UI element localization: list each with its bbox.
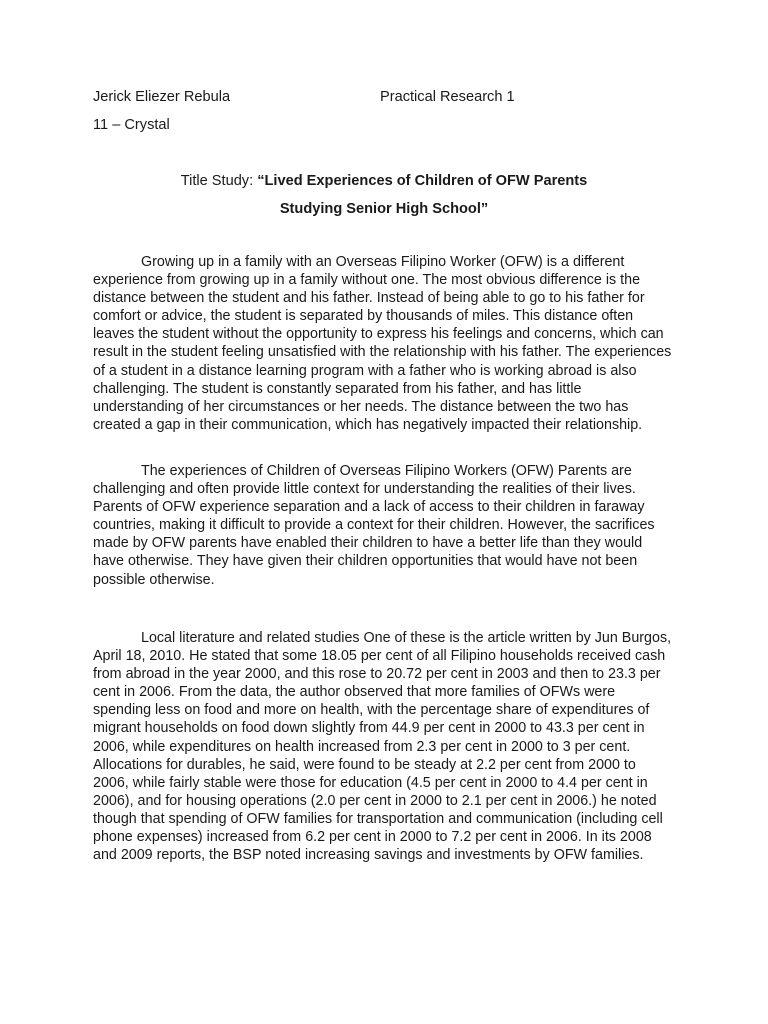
body-paragraph-1: Growing up in a family with an Overseas Filipino Worker (OFW) is a different experience from growing up in a family without one. The most obvious difference is the distance between the student and his father. Instead of being able to go to his father for comfort or advice, the student is separated by thousands of miles. This distance often leaves the student without the opportunity to express his feelings and concerns, which can result in the student feeling unsatisfied with the relationship with his father. The experiences of a student in a distance learning program with a father who is working abroad is also challenging. The student is constantly separated from his father, and has little understanding of her circumstances or her needs. The distance between the two has created a gap in their communication, which has negatively impacted their relationship.	[93, 254, 672, 433]
body-paragraph-2: The experiences of Children of Overseas Filipino Workers (OFW) Parents are challenging and often provide little context for understanding the realities of their lives. Parents of OFW experience separation and a lack of access to their children in faraway countries, making it difficult to provide a context for their children. However, the sacrifices made by OFW parents have enabled their children to have a better life than they would have otherwise. They have given their children opportunities that would have not been possible otherwise.	[93, 463, 655, 588]
title-main-part-2: Studying Senior High School”	[279, 201, 489, 217]
title-main-part-1: “Lived Experiences of Children of OFW Parents	[257, 173, 588, 189]
study-title-line-1	[93, 172, 675, 190]
study-title	[93, 172, 675, 218]
author-name: Jerick Eliezer Rebula	[93, 89, 231, 105]
title-prefix: Title Study:	[180, 173, 258, 189]
grade-section: 11 – Crystal	[93, 117, 170, 133]
body-paragraph-3: Local literature and related studies One of these is the article written by Jun Burgos, April 18, 2010. He stated that some 18.05 per cent of all Filipino households received cash from abroad in the year 2000, and this rose to 20.72 per cent in 2003 and then to 23.3 per cent in 2006. From the data, the author observed that more families of OFWs were spending less on food and more on health, with the percentage share of expenditures of migrant households on food down slightly from 44.9 per cent in 2000 to 43.3 per cent in 2006, while expenditures on health increased from 2.3 per cent in 2000 to 3 per cent. Allocations for durables, he said, were found to be steady at 2.2 per cent from 2000 to 2006, while fairly stable were those for education (4.5 per cent in 2000 to 4.4 per cent in 2006), and for housing operations (2.0 per cent in 2000 to 2.1 per cent in 2006.) he noted though that spending of OFW families for transportation and communication (including cell phone expenses) increased from 6.2 per cent in 2000 to 7.2 per cent in 2006. In its 2008 and 2009 reports, the BSP noted increasing savings and investments by OFW families.	[93, 630, 672, 864]
course-name: Practical Research 1	[380, 89, 515, 105]
